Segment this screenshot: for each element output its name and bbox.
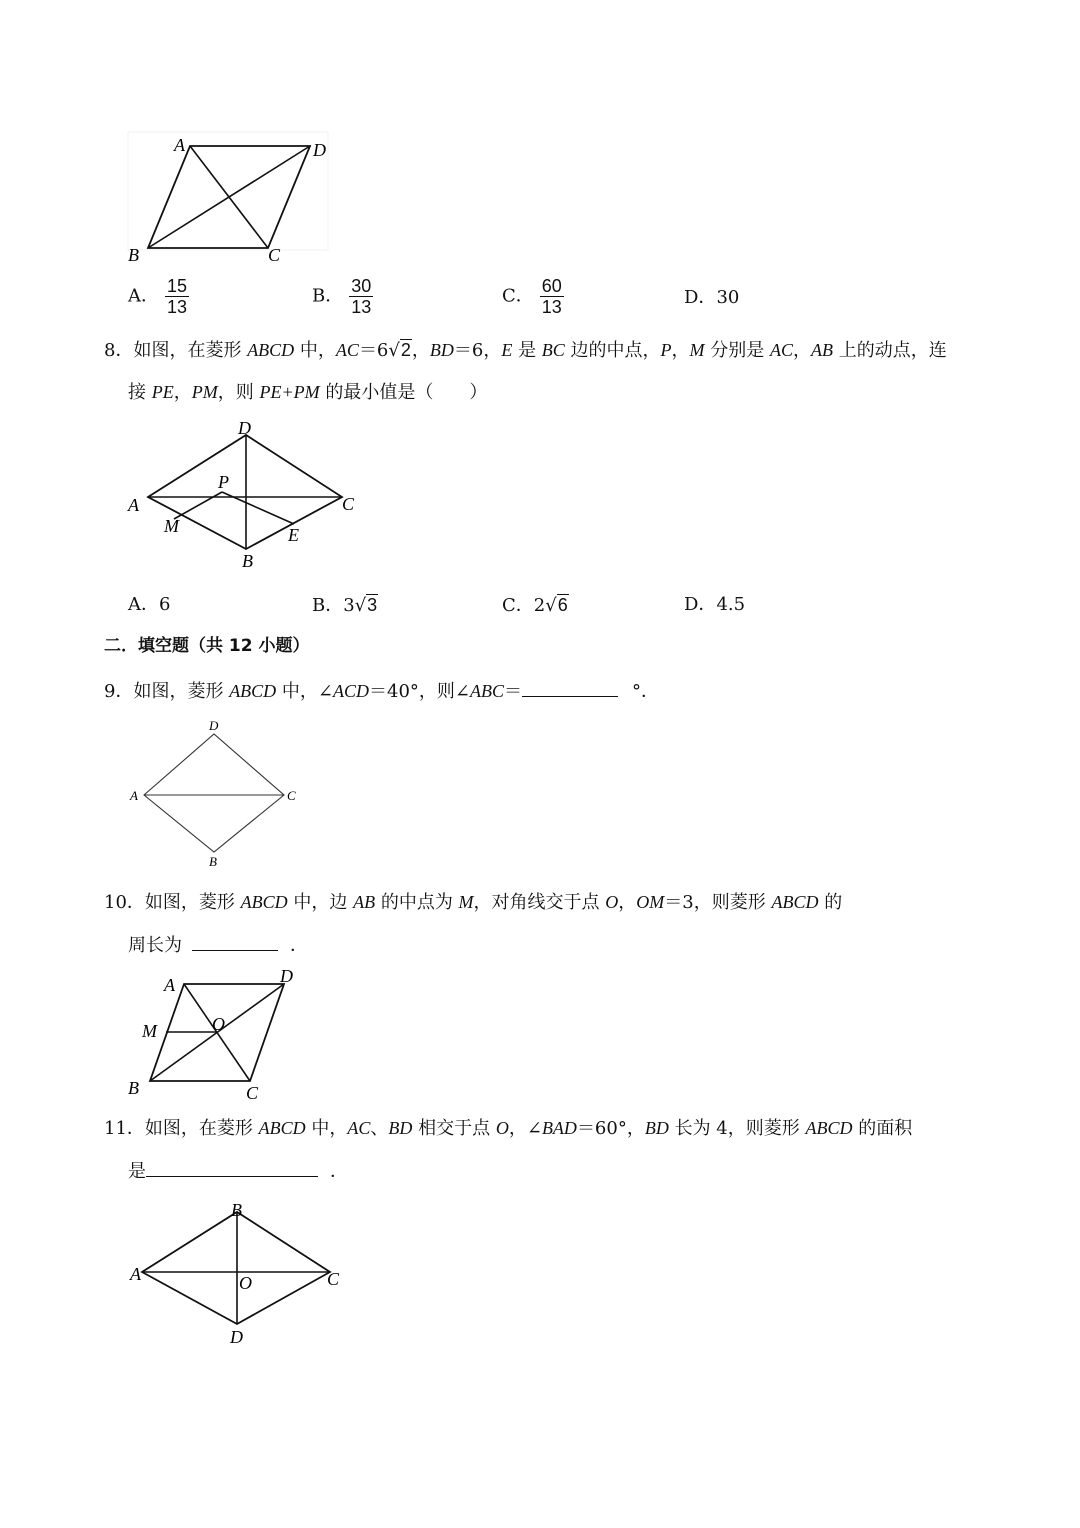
q8-label-e: E — [288, 525, 299, 545]
math-var: ABCD — [247, 340, 295, 360]
math-var: ABCD — [229, 681, 277, 701]
math-var: ACD — [333, 681, 369, 701]
text: ＝ — [504, 681, 522, 702]
math-var: AB — [811, 340, 834, 360]
text: 相交于点 — [412, 1118, 496, 1139]
math-var: BD — [429, 340, 454, 360]
text: 分别是 — [704, 340, 770, 361]
q8-label-m: M — [164, 516, 179, 536]
q10-rhombus-diagram — [122, 962, 332, 1102]
math-var: AC — [335, 340, 359, 360]
option-coef: 3 — [343, 595, 355, 616]
fraction: $\frac{60}{13}$ — [541, 276, 562, 317]
math-var: PE — [151, 382, 174, 402]
math-var: ABCD — [771, 892, 819, 912]
q8-option-a[interactable] — [128, 593, 170, 617]
math-var: BD — [388, 1118, 413, 1138]
q7-option-d[interactable] — [684, 286, 739, 310]
math-var: AC — [770, 340, 794, 360]
option-value: 30 — [716, 287, 740, 308]
text: 接 — [128, 382, 152, 403]
text: ＝3，则菱形 — [664, 892, 772, 913]
math-var: E — [501, 340, 513, 360]
sqrt-symbol: √6 — [545, 595, 568, 616]
q7-rhombus-diagram — [120, 130, 340, 270]
math-var: ABC — [470, 681, 504, 701]
text: ， — [618, 892, 637, 913]
math-var: AC — [347, 1118, 371, 1138]
text: 的面积 — [852, 1118, 913, 1139]
math-var: O — [605, 892, 619, 912]
math-var: BC — [541, 340, 565, 360]
text: 上的动点，连 — [833, 340, 947, 361]
math-var: OM — [636, 892, 665, 912]
q10-label-m: M — [142, 1021, 157, 1041]
q9-label-b: B — [209, 854, 217, 869]
option-coef: 2 — [533, 595, 546, 616]
fraction: $\frac{15}{13}$ — [167, 276, 188, 317]
math-var: M — [458, 892, 474, 912]
q7-label-a: A — [174, 135, 185, 155]
q8-rhombus-diagram — [120, 418, 370, 573]
math-var: M — [689, 340, 705, 360]
math-var: O — [495, 1118, 509, 1138]
option-value: 6 — [159, 594, 171, 615]
question-number: 11． — [104, 1118, 145, 1139]
math-var: BAD — [541, 1118, 577, 1138]
q8-option-c[interactable] — [502, 593, 569, 618]
text: 中， — [305, 1118, 348, 1139]
q9-figure — [122, 714, 312, 872]
q11-label-d: D — [230, 1327, 243, 1347]
option-label: A． — [128, 285, 159, 307]
q10-label-d: D — [280, 966, 293, 986]
text: ＝60°， — [576, 1118, 645, 1139]
text: ，则 — [217, 382, 260, 403]
q9-label-a: A — [130, 788, 138, 803]
q10-stem-line1 — [104, 890, 842, 915]
option-label: A． — [128, 594, 159, 615]
q11-label-o: O — [239, 1273, 252, 1293]
q8-label-b: B — [242, 551, 253, 571]
text: 是 — [512, 340, 542, 361]
math-var: ABCD — [805, 1118, 853, 1138]
q10-label-c: C — [246, 1083, 259, 1102]
q8-option-d[interactable] — [684, 593, 745, 617]
text: 边的中点， — [564, 340, 661, 361]
text: 的最小值是（ ） — [319, 382, 488, 403]
q10-answer-blank[interactable] — [192, 932, 278, 951]
text: °． — [632, 681, 659, 702]
text: 的中点为 — [375, 892, 459, 913]
text: ． — [290, 935, 308, 956]
math-var: P — [660, 340, 672, 360]
text: ＝40°，则∠ — [369, 681, 470, 702]
text: 周长为 — [128, 935, 182, 956]
q8-label-c: C — [342, 494, 355, 514]
text: 如图，在菱形 — [133, 340, 248, 361]
q9-stem — [104, 678, 659, 704]
text: ， — [671, 340, 690, 361]
q8-label-p: P — [218, 472, 229, 492]
q9-rhombus-diagram — [122, 714, 312, 872]
q10-label-o: O — [212, 1014, 225, 1034]
text: 的 — [818, 892, 843, 913]
math-var: AB — [353, 892, 376, 912]
q8-stem-line1 — [104, 338, 947, 363]
q7-figure — [120, 130, 340, 270]
text: ，对角线交于点 — [473, 892, 606, 913]
q10-stem-line2 — [128, 932, 308, 958]
math-var: PM — [191, 382, 218, 402]
radicand: 6 — [557, 595, 568, 615]
q11-stem-line1 — [104, 1116, 912, 1141]
option-label: C． — [502, 595, 534, 616]
q11-rhombus-diagram — [122, 1196, 352, 1348]
text: ＝6 — [358, 340, 389, 361]
q11-label-a: A — [130, 1264, 141, 1284]
q7-label-b: B — [128, 245, 139, 265]
q7-option-b[interactable] — [312, 276, 373, 317]
sqrt-symbol: √2 — [388, 340, 411, 361]
text: 中，边 — [287, 892, 354, 913]
math-var: PE+PM — [259, 382, 320, 402]
question-number: 10． — [104, 892, 145, 913]
text: 是 — [128, 1161, 146, 1182]
q11-answer-blank[interactable] — [146, 1158, 318, 1177]
q8-figure — [120, 418, 370, 573]
q8-option-b[interactable] — [312, 593, 378, 618]
q11-stem-line2 — [128, 1158, 348, 1184]
text: ， — [173, 382, 192, 403]
text: 如图，在菱形 — [144, 1118, 259, 1139]
option-value: 4.5 — [716, 594, 746, 615]
text: ． — [330, 1161, 348, 1182]
text: 中， — [294, 340, 336, 361]
question-number: 9． — [104, 681, 134, 702]
option-label: B． — [312, 285, 344, 307]
math-var: ABCD — [240, 892, 288, 912]
text: 如图，菱形 — [144, 892, 241, 913]
q7-option-a[interactable] — [128, 276, 189, 317]
q11-label-b: B — [231, 1200, 242, 1220]
math-var: BD — [644, 1118, 669, 1138]
text: 、 — [370, 1118, 389, 1139]
text: 如图，菱形 — [133, 681, 230, 702]
sqrt-symbol: √3 — [354, 595, 378, 616]
q11-figure — [122, 1196, 352, 1348]
q7-label-c: C — [268, 245, 281, 265]
radicand: 2 — [400, 340, 411, 360]
text: ＝6， — [453, 340, 502, 361]
q10-figure — [122, 962, 332, 1102]
q9-answer-blank[interactable] — [522, 678, 618, 697]
q8-stem-line2 — [128, 380, 487, 405]
math-var: ABCD — [258, 1118, 306, 1138]
section-title: 二．填空题（共 12 小题） — [104, 636, 310, 656]
q8-label-a: A — [128, 495, 139, 515]
question-number: 8． — [104, 340, 134, 361]
q10-label-b: B — [128, 1078, 139, 1098]
option-label: B． — [312, 595, 344, 616]
text: ，∠ — [508, 1118, 542, 1139]
q8-label-d: D — [238, 418, 251, 438]
q7-label-d: D — [313, 140, 326, 160]
q9-label-c: C — [287, 788, 296, 803]
text: 长为 4，则菱形 — [668, 1118, 806, 1139]
text: ， — [793, 340, 812, 361]
q11-label-c: C — [327, 1269, 340, 1289]
fraction: $\frac{30}{13}$ — [351, 276, 372, 317]
text: 中，∠ — [276, 681, 333, 702]
option-label: C． — [502, 285, 534, 307]
q7-option-c[interactable] — [502, 276, 564, 317]
q9-label-d: D — [209, 718, 219, 733]
text: ， — [411, 340, 430, 361]
option-label: D． — [684, 594, 717, 615]
q10-label-a: A — [164, 975, 175, 995]
radicand: 3 — [367, 595, 378, 615]
option-label: D． — [684, 287, 717, 308]
